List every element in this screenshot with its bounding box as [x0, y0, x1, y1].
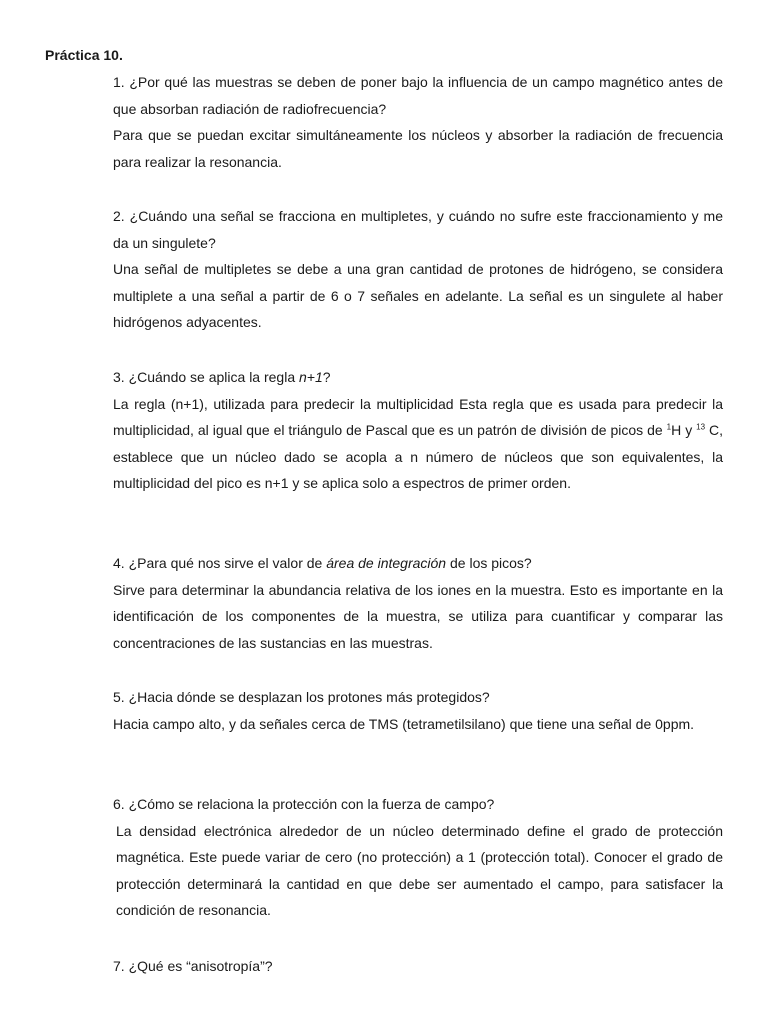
- qa-item-6: [113, 791, 723, 924]
- answer-2: Una señal de multipletes se debe a una gran cantidad de protones de hidrógeno, se considera multiplete a una señal a partir de 6 o 7 señales en adelante. La señal es un singulete al haber hidrógenos adyacentes.: [113, 261, 723, 330]
- answer-3-part3: C, establece que un núcleo dado se acopla a n número de núcleos que son equivalentes, la multiplicidad del pico es n+1 y se aplica solo a espectros de primer orden.: [113, 422, 724, 491]
- qa-item-1: [113, 69, 723, 175]
- question-4-suffix: de los picos?: [446, 555, 532, 571]
- question-4: [113, 550, 723, 577]
- page-title: Práctica 10.: [45, 47, 123, 63]
- answer-4: Sirve para determinar la abundancia relativa de los iones en la muestra. Esto es importante en la identificación de los componentes de la muestra, se utiliza para cuantificar y comparar las concentraciones de las sustancias en las muestras.: [113, 581, 723, 651]
- qa-item-4: [113, 550, 723, 656]
- question-4-emphasis: área de integración: [326, 555, 447, 571]
- qa-item-3: [113, 364, 723, 497]
- answer-3-part2: H y: [671, 422, 697, 438]
- answer-3: [113, 391, 723, 497]
- answer-6: La densidad electrónica alrededor de un núcleo determinado define el grado de protección magnética. Este puede variar de cero (no protección) a 1 (protección total). Conocer el grado de protección determinará la cantidad en que debe ser aumentado el campo, para satisfacer la condición de resonancia.: [116, 822, 723, 918]
- question-3-emphasis: n+1: [299, 369, 323, 385]
- question-3: [113, 364, 723, 391]
- answer-3-sup-1: 1: [666, 422, 672, 432]
- qa-item-7: [113, 953, 723, 980]
- qa-item-2: [113, 203, 723, 336]
- qa-item-5: [113, 684, 723, 737]
- question-4-prefix: 4. ¿Para qué nos sirve el valor de: [113, 555, 327, 571]
- question-2: 2. ¿Cuándo una señal se fracciona en multipletes, y cuándo no sufre este fraccionamiento y me da un singulete?: [113, 208, 723, 251]
- question-1: 1. ¿Por qué las muestras se deben de poner bajo la influencia de un campo magnético antes de que absorban radiación de radiofrecuencia?: [113, 74, 723, 117]
- question-5: 5. ¿Hacia dónde se desplazan los protones más protegidos?: [113, 689, 490, 705]
- question-3-prefix: 3. ¿Cuándo se aplica la regla: [113, 369, 299, 385]
- answer-1: Para que se puedan excitar simultáneamente los núcleos y absorber la radiación de frecuencia para realizar la resonancia.: [113, 127, 723, 170]
- question-7: 7. ¿Qué es “anisotropía”?: [113, 958, 273, 974]
- answer-3-part1: La regla (n+1), utilizada para predecir la multiplicidad Esta regla que es usada para predecir la multiplicidad, al igual que el triángulo de Pascal que es un patrón de división de picos de: [113, 395, 723, 438]
- answer-3-sup-13: 13: [696, 422, 706, 432]
- question-6: 6. ¿Cómo se relaciona la protección con la fuerza de campo?: [113, 796, 495, 812]
- question-3-suffix: ?: [322, 369, 331, 385]
- answer-5: Hacia campo alto, y da señales cerca de TMS (tetrametilsilano) que tiene una señal de 0ppm.: [113, 715, 695, 732]
